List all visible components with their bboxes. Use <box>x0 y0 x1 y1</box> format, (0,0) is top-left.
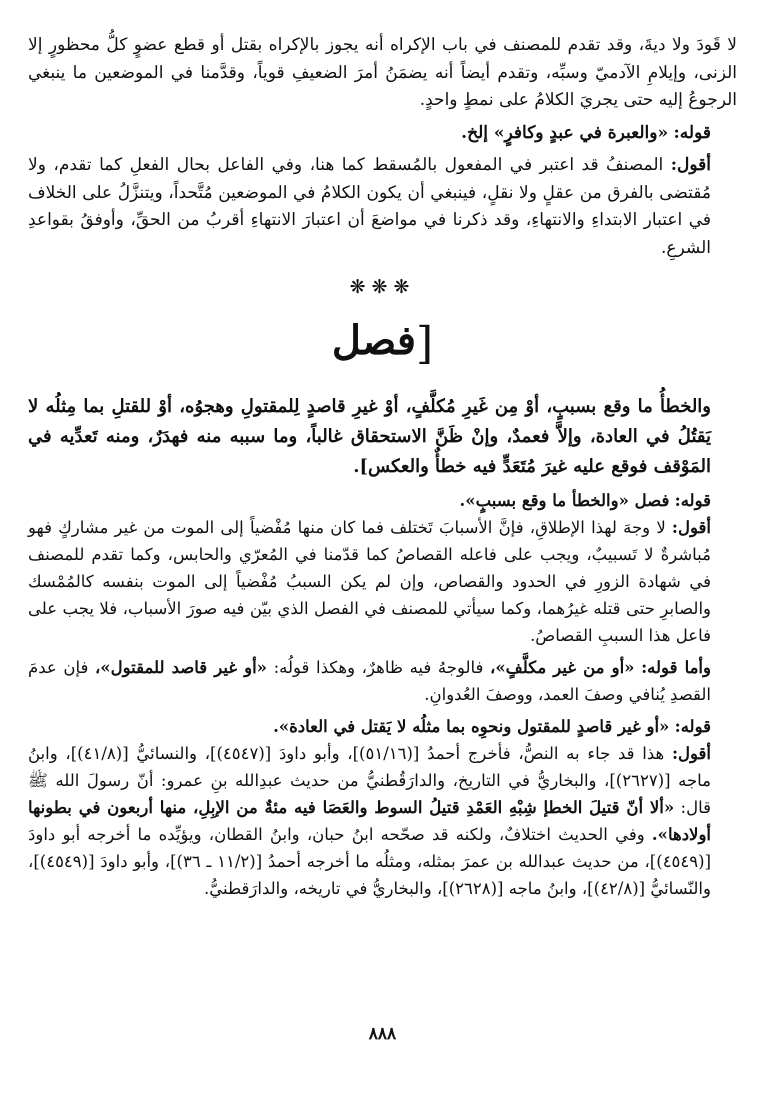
paragraph-continuation: لا قَودَ ولا ديةَ، وقد تقدم للمصنف في باب الإكراه أنه يجوز بالإكراه بقتل أو قطع عضوٍ كلُّ محظورٍ إلا الزنى، وإيلامِ الآدميّ وسبِّه، وتقدم أيضاً أنه يضمَنُ أمرَ الضعيفِ قوياً، وقدَّمنا في الموضعين ما ينبغي الرجوعُ إليه حتى يجريَ الكلامُ على نمطٍ واحدٍ. <box>28 35 737 110</box>
q3-label: قوله: <box>674 717 711 736</box>
section-commentary-bottom <box>28 487 737 902</box>
a3-text-1: هذا قد جاء به النصُّ، فأخرج أحمدُ [(٥١/١٦)]، وأبو داودَ [(٤٥٤٧)]، والنسائيُّ [(٤١/٨)]، وابنُ ماجه [(٢٦٢٧)]، والبخاريُّ في التاريخ، والدارَقُطنيُّ من حديث عبدِالله بنِ عمرو: أنّ رسولَ الله ﷺ قال: <box>28 744 712 817</box>
matn-text: والخطأُ ما وقع بسببٍ، أوْ مِن غَيرِ مُكلَّفٍ، أوْ غيرِ قاصدٍ لِلمقتولِ وهجوُه، أوْ للقتلِ بما مِثلُه لا يَقتُلُ في العادة، وإلاَّ فعمدٌ، وإنْ ظَنَّ الاستحقاق غالباً، وما سببه منه فهدَرٌ، ومنه تَعدِّيه في المَوْقف فوقع عليه غيرَ مُتَعَدٍّ فيه خطأٌ والعكس]. <box>28 396 711 477</box>
heading-title: فصل <box>331 317 416 364</box>
q2-quote2: «أو غير قاصد للمقتول»، <box>94 658 267 677</box>
a3-label: أقول: <box>671 744 712 763</box>
q1-label: قوله: <box>674 491 711 510</box>
section-commentary-top <box>28 32 737 262</box>
page-number: ٨٨٨ <box>368 1024 397 1044</box>
aqulu-paragraph-3 <box>28 740 737 902</box>
q3-quote: «أو غير قاصدٍ للمقتول ونحوِه بما مثلُه لا يَقتل في العادة». <box>273 717 670 736</box>
a1-label: أقول: <box>671 518 711 537</box>
qawluhu-line-2 <box>28 487 737 514</box>
a1-text: لا وجهَ لهذا الإطلاقِ، فإنَّ الأسبابَ تَختلف فما كان منها مُفْضياً إلى الموت من غير مشاركٍ فهو مُباشرةٌ لا تَسبيبٌ، ويجب على فاعله القصاصُ كما قدّمنا في المُعرّي والحابس، وكما تقدم للمصنف في شهادة الزورِ في الحدود والقصاص، وإن لم يكن السببُ مُفْضياً إلى الموت بنفسه كالمُمْسك والصابرِ حتى قتله غيرُهما، وكما سيأتي للمصنف في الفصل الذي بيّن فيه صورَ الأسباب، فلا يجب على فاعل هذا السببِ القصاصُ. <box>28 518 711 645</box>
q2-text: فالوجهُ فيه ظاهرٌ، وهكذا قولُه: <box>273 658 484 677</box>
q1-quote: فصل «والخطأ ما وقع بسببٍ». <box>459 491 670 510</box>
aqulu-label: أقول: <box>670 155 711 175</box>
qawluhu-line-1 <box>28 120 737 148</box>
chapter-heading <box>28 312 737 370</box>
q2-text2: فإن عدمَ القصدِ يُنافي وصفَ العمد، ووصفَ العُدوانِ. <box>28 658 711 704</box>
section-separator: ❋❋❋ <box>349 276 416 298</box>
q2-label: وأما قوله: <box>641 658 711 677</box>
q2-quote: «أو من غير مكلَّفٍ»، <box>490 658 635 677</box>
matn-block <box>28 392 737 482</box>
qawluhu-label: قوله: <box>673 122 711 143</box>
aqulu-paragraph-1 <box>28 152 737 262</box>
wa-amma-paragraph <box>28 654 737 708</box>
aqulu-text: المصنفُ قد اعتبر في المفعول بالمُسقط كما هنا، وفي الفاعل بحال الفعلِ كما تقدم، ولا مُقتضى بالفرق من عقلٍ ولا نقلٍ، فينبغي أن يكون الكلامُ في الموضعين مُتَّحداً، ويتنزَّلُ على الخلاف في اعتبار الابتداءِ والانتهاءِ، وقد ذكرنا في مواضعَ أن اعتبارَ الانتهاءِ أقربُ من الحقِّ، وأوفقُ بقواعدِ الشرعِ. <box>28 155 711 258</box>
heading-bracket: [ <box>415 318 434 369</box>
hadith-quote: «ألا أنّ قتيلَ الخطإ شِبْهِ العَمْدِ قتيلُ السوط والعَصَا فيه مئةٌ من الإبِلِ، منها أربعون في بطونها أولادها». <box>28 798 712 844</box>
aqulu-paragraph-2 <box>28 514 737 649</box>
qawluhu-line-3 <box>28 713 737 740</box>
qawluhu-quote: «والعبرة في عبدٍ وكافرٍ» إلخ. <box>461 122 669 143</box>
a3-text-2: وفي الحديث اختلافٌ، ولكنه قد صحّحه ابنُ حبان، وابنُ القطان، ويؤيِّده ما أخرجه أبو داودَ [(٤٥٤٩)]، من حديث عبدالله بن عمرَ بمثله، ومثلُه ما أخرجه أحمدُ [(١١/٢ ـ ٣٦)]، وأبو داودَ [(٤٥٤٩)]، والنّسائيُّ [(٤٢/٨)]، وابنُ ماجه [(٢٦٢٨)]، والبخاريُّ في تاريخه، والدارَقطنيُّ. <box>28 825 712 898</box>
